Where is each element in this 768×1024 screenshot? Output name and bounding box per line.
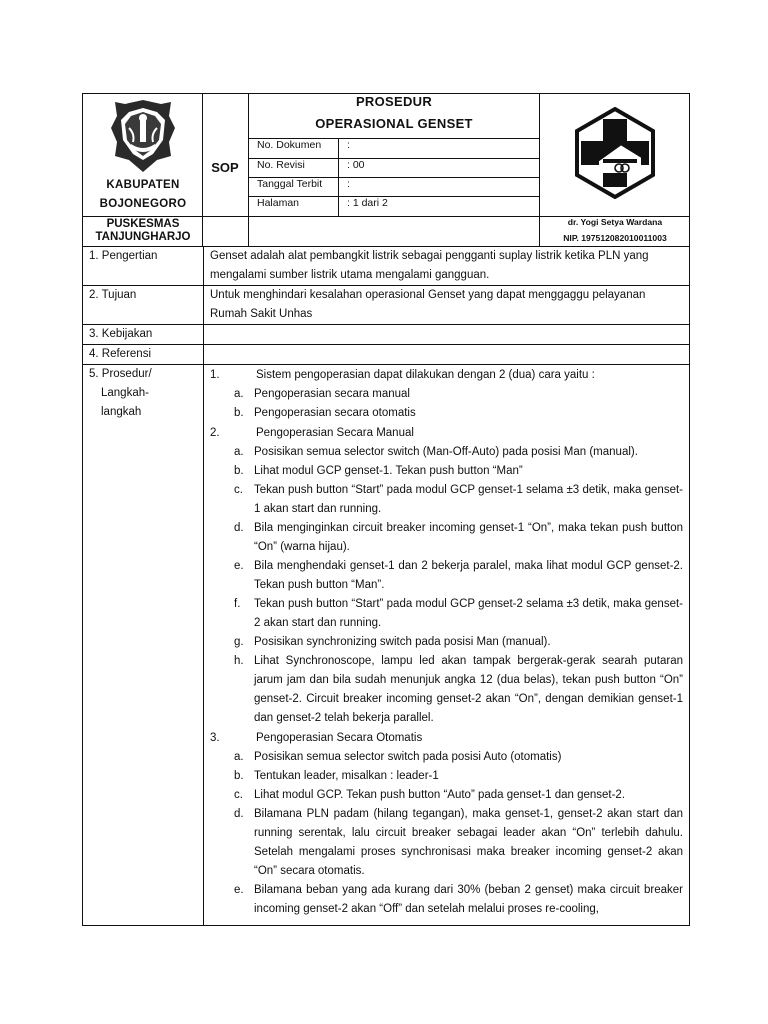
label-referensi: 4. Referensi xyxy=(83,345,204,365)
step-2: 2. Pengoperasian Secara Manual xyxy=(210,427,414,439)
list-item: e. Bilamana beban yang ada kurang dari 30% (beban 2 genset) maka circuit breaker incoming genset-2 akan “Off” dan setelah melalui proses re-cooling, xyxy=(234,884,683,915)
list-item: c. Tekan push button “Start” pada modul GCP genset-1 selama ±3 detik, maka genset-1 akan start dan running. xyxy=(234,484,683,515)
row-pengertian xyxy=(83,247,690,286)
list-item: g. Posisikan synchronizing switch pada posisi Man (manual). xyxy=(234,636,551,648)
bojonegoro-regency-logo-icon xyxy=(109,98,177,174)
procedure-steps xyxy=(204,365,690,926)
list-item: d. Bilamana PLN padam (hilang tegangan), maka genset-1, genset-2 akan start dan running serentak, lalu circuit breaker sebagai leader akan “On” terlebih dahulu. Setelah mengalami proses synchronisasi maka breaker incoming genset-2 akan “On” secara otomatis. xyxy=(234,808,683,877)
sop-label: SOP xyxy=(211,160,239,175)
step-1: 1. Sistem pengoperasian dapat dilakukan dengan 2 (dua) cara yaitu : xyxy=(210,369,595,381)
label-pengertian: 1. Pengertian xyxy=(83,247,204,286)
list-item: e. Bila menghendaki genset-1 dan 2 bekerja paralel, maka lihat modul GCP genset-2. Tekan push button “Man”. xyxy=(234,560,683,591)
health-cross-logo-icon xyxy=(569,107,661,199)
regency-name-line2: BOJONEGORO xyxy=(99,198,187,210)
list-item: a. Posisikan semua selector switch pada posisi Auto (otomatis) xyxy=(234,751,562,763)
text-pengertian: Genset adalah alat pembangkit listrik sebagai pengganti suplay listrik ketika PLN yang mengalami sumber listrik utama mengalami gangguan. xyxy=(204,247,690,286)
document-header xyxy=(82,93,690,246)
label-kebijakan: 3. Kebijakan xyxy=(83,325,204,345)
list-item: f. Tekan push button “Start” pada modul GCP genset-2 selama ±3 detik, maka genset-2 akan start dan running. xyxy=(234,598,683,629)
list-item: c. Lihat modul GCP. Tekan push button “Auto” pada genset-1 dan genset-2. xyxy=(234,789,626,801)
text-referensi xyxy=(204,345,690,365)
meta-value-no-revisi: : 00 xyxy=(347,159,365,171)
list-item: b. Tentukan leader, misalkan : leader-1 xyxy=(234,770,439,782)
meta-label-no-revisi: No. Revisi xyxy=(257,159,305,171)
meta-value-halaman: : 1 dari 2 xyxy=(347,197,388,209)
text-tujuan: Untuk menghindari kesalahan operasional Genset yang dapat menggaggu pelayanan Rumah Sakit Unhas xyxy=(204,286,690,325)
meta-label-tanggal-terbit: Tanggal Terbit xyxy=(257,178,323,190)
puskesmas-name: PUSKESMAS TANJUNGHARJO xyxy=(95,218,191,243)
list-item: b. Lihat modul GCP genset-1. Tekan push button “Man” xyxy=(234,465,523,477)
regency-name-line1: KABUPATEN xyxy=(106,179,180,191)
meta-value-no-dokumen: : xyxy=(347,139,350,151)
meta-value-tanggal-terbit: : xyxy=(347,178,350,190)
text-kebijakan xyxy=(204,325,690,345)
step-3: 3. Pengoperasian Secara Otomatis xyxy=(210,732,423,744)
document-title-line2: OPERASIONAL GENSET xyxy=(315,116,473,131)
meta-label-no-dokumen: No. Dokumen xyxy=(257,139,322,151)
signer-name: dr. Yogi Setya Wardana xyxy=(567,217,663,227)
sop-document xyxy=(82,93,690,926)
row-referensi xyxy=(83,345,690,365)
list-item: h. Lihat Synchronoscope, lampu led akan tampak bergerak-gerak searah putaran jarum jam dan bila sudah menunjuk angka 12 (dua belas), tekan push button “On” genset-2. Circuit breaker incoming genset-2 akan “On”, dengan demikian genset-1 dan genset-2 telah bekerja parallel. xyxy=(234,655,683,724)
list-item: d. Bila menginginkan circuit breaker incoming genset-1 “On”, maka tekan push button “On” (warna hijau). xyxy=(234,522,683,553)
label-tujuan: 2. Tujuan xyxy=(83,286,204,325)
list-item: a. Posisikan semua selector switch (Man-Off-Auto) pada posisi Man (manual). xyxy=(234,446,638,458)
row-kebijakan xyxy=(83,325,690,345)
signer-nip: NIP. 197512082010011003 xyxy=(563,233,667,243)
list-item: b. Pengoperasian secara otomatis xyxy=(234,407,416,419)
row-prosedur xyxy=(83,365,690,926)
document-title-line1: PROSEDUR xyxy=(355,94,433,109)
meta-label-halaman: Halaman xyxy=(257,197,300,209)
sop-content-table xyxy=(82,246,690,926)
row-tujuan xyxy=(83,286,690,325)
list-item: a. Pengoperasian secara manual xyxy=(234,388,410,400)
label-prosedur: 5. Prosedur/ Langkah- langkah xyxy=(83,365,204,926)
